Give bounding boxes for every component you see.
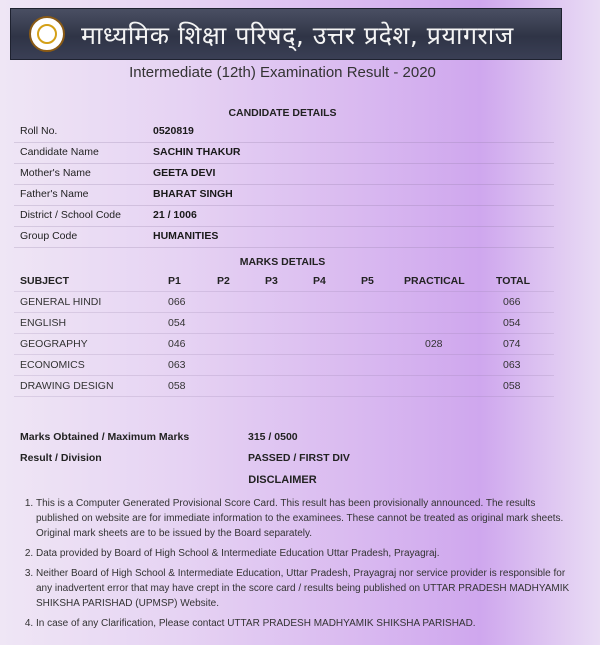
table-row [14, 312, 554, 334]
table-row [14, 291, 554, 313]
total-cell: 054 [503, 317, 521, 329]
p1-cell: 058 [168, 380, 186, 392]
total-cell: 066 [503, 296, 521, 308]
result-division-value: PASSED / FIRST DIV [248, 452, 350, 464]
marks-obtained-value: 315 / 0500 [248, 431, 298, 443]
detail-label: Mother's Name [20, 167, 91, 179]
exam-title: Intermediate (12th) Examination Result - 2020 [129, 64, 436, 81]
detail-value: GEETA DEVI [153, 167, 216, 179]
board-seal-icon [29, 16, 65, 52]
subject-cell: GENERAL HINDI [20, 296, 102, 308]
detail-row-roll-no [14, 121, 554, 143]
column-header-p3: P3 [265, 275, 278, 287]
column-header-total: TOTAL [496, 275, 531, 287]
detail-label: Roll No. [20, 125, 58, 137]
column-header-p2: P2 [217, 275, 230, 287]
header-banner [10, 8, 562, 60]
detail-label: Group Code [20, 230, 78, 242]
p1-cell: 046 [168, 338, 186, 350]
detail-value: HUMANITIES [153, 230, 219, 242]
board-title: माध्यमिक शिक्षा परिषद्, उत्तर प्रदेश, प्रयागराज [81, 21, 514, 50]
column-header-practical: PRACTICAL [404, 275, 465, 287]
total-cell: 074 [503, 338, 521, 350]
disclaimer-item: 4. In case of any Clarification, Please contact UTTAR PRADESH MADHYAMIK SHIKSHA PARISHAD. [36, 616, 571, 631]
detail-row-group-code [14, 226, 554, 248]
subject-cell: GEOGRAPHY [20, 338, 88, 350]
column-header-p1: P1 [168, 275, 181, 287]
column-header-p4: P4 [313, 275, 326, 287]
disclaimer-heading: DISCLAIMER [248, 474, 317, 486]
subject-cell: ENGLISH [20, 317, 67, 329]
marks-details-heading: MARKS DETAILS [239, 256, 326, 268]
detail-value: BHARAT SINGH [153, 188, 233, 200]
table-row [14, 354, 554, 376]
detail-value: 21 / 1006 [153, 209, 197, 221]
table-row [14, 375, 554, 397]
detail-label: Father's Name [20, 188, 89, 200]
disclaimer-item: 3. Neither Board of High School & Intermediate Education, Uttar Pradesh, Prayagraj nor service provider is responsible for any inadvertent error that may have crept in the score card / results being published on UTTAR PRADESH MADHYAMIK SHIKSHA PARISHAD (UPMSP) Website. [36, 566, 571, 611]
detail-row-father-name [14, 184, 554, 206]
candidate-details-heading: CANDIDATE DETAILS [228, 107, 337, 119]
p1-cell: 063 [168, 359, 186, 371]
detail-label: Candidate Name [20, 146, 99, 158]
subject-cell: DRAWING DESIGN [20, 380, 114, 392]
column-header-p5: P5 [361, 275, 374, 287]
subject-cell: ECONOMICS [20, 359, 85, 371]
detail-row-district-school [14, 205, 554, 227]
detail-value: 0520819 [153, 125, 194, 137]
table-row [14, 333, 554, 355]
detail-row-mother-name [14, 163, 554, 185]
column-header-subject: SUBJECT [20, 275, 70, 287]
result-division-label: Result / Division [20, 452, 102, 464]
p1-cell: 054 [168, 317, 186, 329]
disclaimer-item: 2. Data provided by Board of High School & Intermediate Education Uttar Pradesh, Prayagraj. [36, 546, 571, 561]
marks-obtained-label: Marks Obtained / Maximum Marks [20, 431, 190, 443]
detail-value: SACHIN THAKUR [153, 146, 241, 158]
detail-label: District / School Code [20, 209, 121, 221]
detail-row-candidate-name [14, 142, 554, 164]
practical-cell: 028 [425, 338, 443, 350]
p1-cell: 066 [168, 296, 186, 308]
disclaimer-list [22, 496, 571, 636]
disclaimer-item: 1. This is a Computer Generated Provisional Score Card. This result has been provisionally announced. The results published on website are for immediate information to the examinees. These cannot be treated as original mark sheets. Original mark sheets are to be issued by the Board separately. [36, 496, 571, 541]
total-cell: 058 [503, 380, 521, 392]
total-cell: 063 [503, 359, 521, 371]
marks-header-row [14, 270, 554, 292]
